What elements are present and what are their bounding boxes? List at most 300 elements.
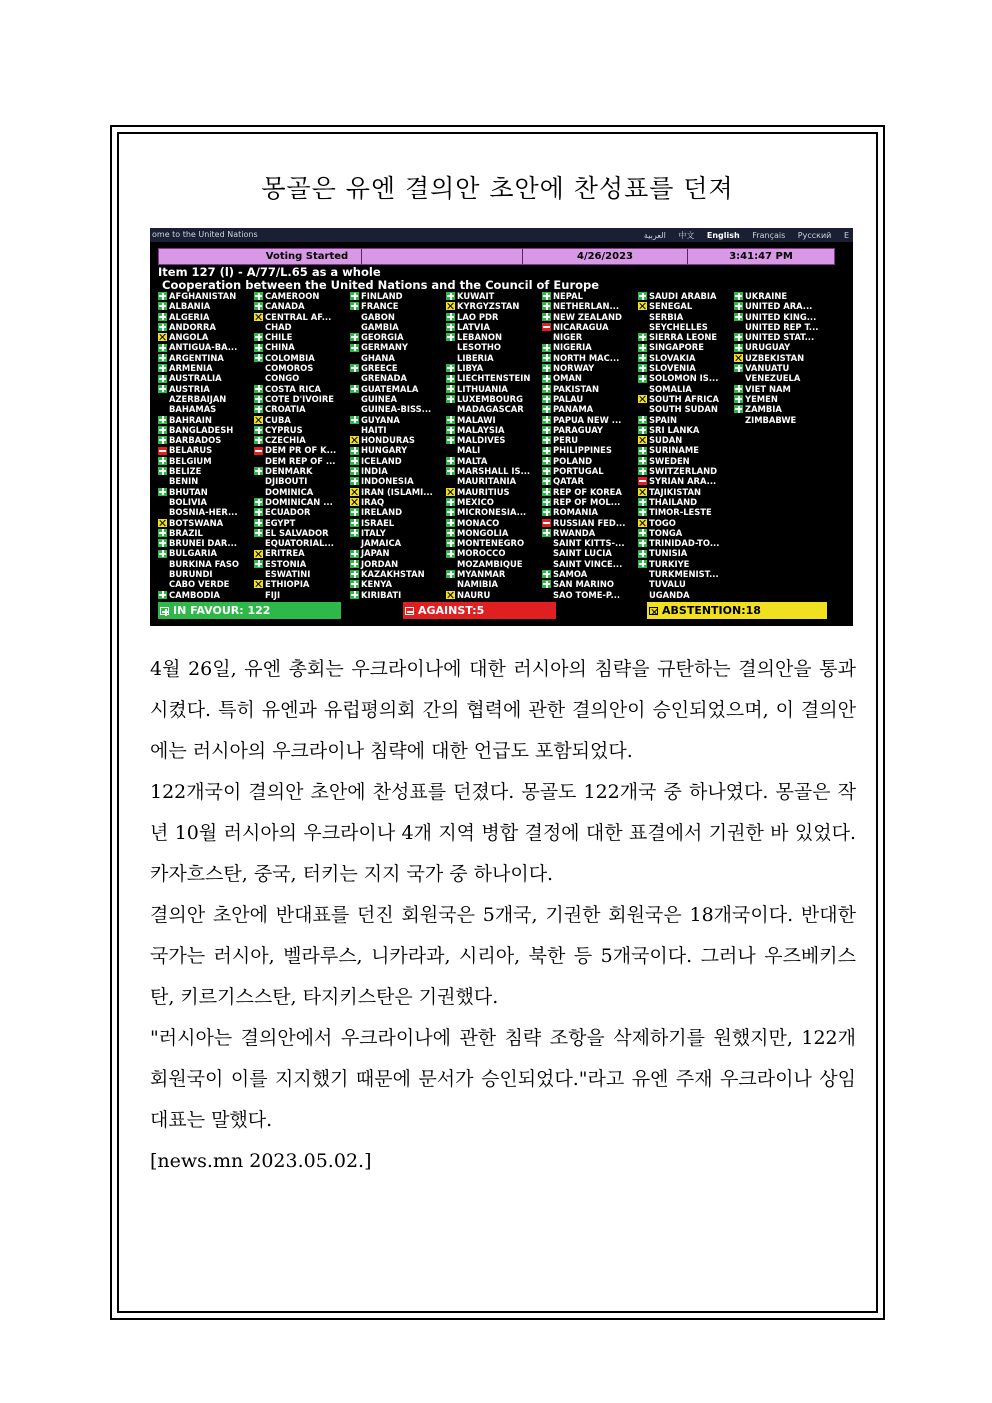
country-vote-row — [446, 353, 544, 363]
country-name: GUYANA — [361, 414, 400, 425]
country-name: NIGERIA — [553, 342, 592, 353]
country-name: SPAIN — [649, 414, 678, 425]
plus-icon — [638, 292, 647, 300]
country-vote-row — [542, 342, 640, 352]
cross-icon — [254, 580, 263, 588]
country-name: CHAD — [265, 321, 292, 332]
country-vote-row — [158, 373, 256, 383]
country-name: CABO VERDE — [169, 579, 230, 590]
plus-icon — [446, 375, 455, 383]
country-vote-row — [446, 507, 544, 517]
country-vote-row — [254, 291, 352, 301]
country-name: ALGERIA — [169, 311, 210, 322]
country-vote-row — [446, 301, 544, 311]
country-name: COSTA RICA — [265, 383, 321, 394]
country-vote-row — [254, 312, 352, 322]
plus-icon — [734, 344, 743, 352]
plus-icon — [542, 416, 551, 424]
country-vote-row — [542, 363, 640, 373]
minus-icon — [542, 323, 551, 331]
country-vote-row — [254, 322, 352, 332]
country-vote-row — [158, 404, 256, 414]
plus-icon — [638, 529, 647, 537]
country-vote-row — [542, 415, 640, 425]
plus-icon — [446, 292, 455, 300]
country-vote-row — [542, 497, 640, 507]
plus-icon — [350, 416, 359, 424]
country-name: TUNISIA — [649, 548, 688, 559]
country-name: SINGAPORE — [649, 342, 704, 353]
country-name: CAMBODIA — [169, 589, 221, 600]
cross-icon — [350, 436, 359, 444]
country-name: SLOVAKIA — [649, 352, 696, 363]
country-vote-row — [158, 456, 256, 466]
paragraph: 4월 26일, 유엔 총회는 우크라이나에 대한 러시아의 침략을 규탄하는 결의안을 통과시켰다. 특히 유엔과 유럽평의회 간의 협력에 관한 결의안이 승인되었으며, 이 결의안에는 러시아의 우크라이나 침략에 대한 언급도 포함되었다. — [150, 658, 856, 762]
country-vote-row — [734, 415, 832, 425]
country-vote-row — [638, 559, 736, 569]
country-vote-row — [638, 466, 736, 476]
country-vote-row — [734, 342, 832, 352]
plus-icon — [734, 364, 743, 372]
country-vote-row — [158, 353, 256, 363]
country-vote-row — [446, 342, 544, 352]
country-vote-row — [254, 487, 352, 497]
cross-icon — [638, 488, 647, 496]
country-name: ARGENTINA — [169, 352, 224, 363]
country-vote-row — [638, 476, 736, 486]
plus-icon — [158, 591, 167, 599]
country-name: FIJI — [265, 589, 281, 600]
plus-icon — [446, 467, 455, 475]
plus-icon — [542, 529, 551, 537]
paragraph: "러시아는 결의안에서 우크라이나에 관한 침략 조항을 삭제하기를 원했지만, 122개 회원국이 이를 지지했기 때문에 문서가 승인되었다."라고 유엔 주재 우크라이나 상임 대표는 말했다. — [150, 1027, 856, 1131]
country-name: SAINT KITTS-... — [553, 538, 625, 549]
country-name: GAMBIA — [361, 321, 399, 332]
country-vote-row — [638, 518, 736, 528]
country-name: ALBANIA — [169, 301, 211, 312]
country-vote-row — [638, 404, 736, 414]
country-vote-row — [158, 497, 256, 507]
country-vote-row — [542, 353, 640, 363]
plus-icon — [542, 395, 551, 403]
country-name: KUWAIT — [457, 291, 495, 301]
country-vote-row — [158, 301, 256, 311]
blank-marker — [350, 405, 359, 413]
plus-icon — [542, 467, 551, 475]
country-name: TIMOR-LESTE — [649, 507, 712, 518]
country-vote-row — [638, 538, 736, 548]
plus-icon — [350, 508, 359, 516]
country-name: LESOTHO — [457, 342, 502, 353]
country-vote-row — [638, 528, 736, 538]
country-name: SENEGAL — [649, 301, 693, 312]
country-vote-row — [446, 497, 544, 507]
cross-icon — [350, 488, 359, 496]
country-name: TONGA — [649, 527, 683, 538]
blank-marker — [350, 354, 359, 362]
plus-icon — [158, 364, 167, 372]
plus-icon — [734, 405, 743, 413]
country-name: BOSNIA-HER... — [169, 507, 238, 518]
country-vote-row — [542, 507, 640, 517]
country-vote-row — [254, 476, 352, 486]
country-name: DJIBOUTI — [265, 476, 308, 487]
country-name: DOMINICAN ... — [265, 496, 333, 507]
vote-column — [350, 291, 448, 600]
voting-status: Voting Started — [265, 251, 349, 262]
country-vote-row — [254, 538, 352, 548]
plus-icon — [542, 447, 551, 455]
country-name: GERMANY — [361, 342, 408, 353]
country-name: FRANCE — [361, 301, 399, 312]
country-vote-row — [350, 466, 448, 476]
plus-icon — [350, 457, 359, 465]
plus-icon — [350, 292, 359, 300]
plus-icon — [542, 580, 551, 588]
country-name: ROMANIA — [553, 507, 598, 518]
country-name: MALAYSIA — [457, 424, 505, 435]
country-name: NEPAL — [553, 291, 583, 301]
country-vote-row — [734, 353, 832, 363]
country-vote-row — [542, 456, 640, 466]
country-vote-row — [158, 579, 256, 589]
country-vote-row — [158, 476, 256, 486]
plus-icon — [446, 385, 455, 393]
blank-marker — [254, 457, 263, 465]
country-vote-row — [542, 373, 640, 383]
country-vote-row — [542, 528, 640, 538]
country-vote-row — [542, 445, 640, 455]
plus-icon — [542, 302, 551, 310]
plus-icon — [542, 436, 551, 444]
country-vote-row — [350, 528, 448, 538]
country-vote-row — [158, 487, 256, 497]
country-vote-row — [446, 404, 544, 414]
country-name: MALAWI — [457, 414, 496, 425]
agenda-item: Item 127 (l) - A/77/L.65 as a whole — [158, 265, 381, 279]
country-name: HUNGARY — [361, 445, 408, 456]
country-name: RWANDA — [553, 527, 596, 538]
country-vote-row — [638, 291, 736, 301]
plus-icon — [446, 426, 455, 434]
country-name: CHILE — [265, 332, 293, 343]
minus-icon — [405, 607, 414, 615]
blank-marker — [158, 508, 167, 516]
plus-icon — [446, 364, 455, 372]
country-name: PAPUA NEW ... — [553, 414, 622, 425]
country-name: ICELAND — [361, 455, 402, 466]
country-vote-row — [254, 342, 352, 352]
country-name: EL SALVADOR — [265, 527, 329, 538]
country-vote-row — [350, 394, 448, 404]
plus-icon — [350, 364, 359, 372]
country-name: GUATEMALA — [361, 383, 419, 394]
country-name: SAO TOME-P... — [553, 589, 621, 600]
country-name: COLOMBIA — [265, 352, 315, 363]
board-status-bar — [158, 248, 835, 265]
plus-icon — [350, 333, 359, 341]
plus-icon — [254, 508, 263, 516]
country-name: ANGOLA — [169, 332, 209, 343]
country-name: BAHRAIN — [169, 414, 212, 425]
plus-icon — [446, 498, 455, 506]
language-russian: Русский — [797, 231, 832, 240]
blank-marker — [254, 364, 263, 372]
country-name: BURUNDI — [169, 569, 213, 580]
blank-marker — [446, 477, 455, 485]
minus-icon — [638, 477, 647, 485]
plus-icon — [638, 344, 647, 352]
minus-icon — [254, 447, 263, 455]
country-vote-row — [446, 569, 544, 579]
country-vote-row — [350, 435, 448, 445]
country-name: MAURITIUS — [457, 486, 510, 497]
country-name: JAPAN — [361, 548, 390, 559]
country-name: GUINEA-BISS... — [361, 404, 432, 415]
country-vote-row — [254, 404, 352, 414]
country-vote-row — [638, 332, 736, 342]
country-name: UNITED STAT... — [745, 332, 815, 343]
country-vote-row — [158, 332, 256, 342]
plus-icon — [254, 333, 263, 341]
plus-icon — [638, 508, 647, 516]
plus-icon — [254, 426, 263, 434]
plus-icon — [158, 550, 167, 558]
country-name: SOLOMON IS... — [649, 373, 719, 384]
tally-abstention — [647, 602, 827, 619]
country-vote-row — [254, 301, 352, 311]
country-name: PERU — [553, 435, 579, 446]
board-topbar-welcome: ome to the United Nations — [152, 230, 258, 239]
country-vote-row — [446, 548, 544, 558]
country-name: IRAQ — [361, 496, 385, 507]
blank-marker — [638, 323, 647, 331]
country-name: COMOROS — [265, 363, 314, 374]
blank-marker — [254, 375, 263, 383]
country-vote-row — [254, 456, 352, 466]
plus-icon — [350, 529, 359, 537]
country-name: SOUTH AFRICA — [649, 393, 719, 404]
country-vote-row — [350, 373, 448, 383]
country-vote-row — [254, 415, 352, 425]
blank-marker — [350, 313, 359, 321]
country-vote-row — [734, 291, 832, 301]
plus-icon — [638, 457, 647, 465]
country-name: MYANMAR — [457, 569, 506, 580]
country-name: NEW ZEALAND — [553, 311, 622, 322]
country-vote-row — [158, 312, 256, 322]
country-name: BANGLADESH — [169, 424, 234, 435]
blank-marker — [350, 539, 359, 547]
plus-icon — [638, 560, 647, 568]
country-vote-row — [446, 425, 544, 435]
country-name: NIGER — [553, 332, 583, 343]
plus-icon — [158, 292, 167, 300]
country-vote-row — [638, 435, 736, 445]
country-vote-row — [254, 394, 352, 404]
agenda-subject: Cooperation between the United Nations and the Council of Europe — [162, 278, 600, 292]
country-name: CROATIA — [265, 404, 306, 415]
cross-icon — [446, 302, 455, 310]
plus-icon — [542, 375, 551, 383]
country-vote-row — [350, 497, 448, 507]
country-name: MALI — [457, 445, 481, 456]
country-vote-row — [158, 394, 256, 404]
country-vote-row — [254, 528, 352, 538]
cross-icon — [638, 519, 647, 527]
country-vote-row — [158, 342, 256, 352]
plus-icon — [734, 292, 743, 300]
country-vote-row — [446, 373, 544, 383]
country-vote-row — [638, 363, 736, 373]
board-language-list — [634, 230, 849, 241]
country-vote-row — [350, 548, 448, 558]
blank-marker — [254, 570, 263, 578]
country-vote-row — [254, 373, 352, 383]
cross-icon — [638, 395, 647, 403]
country-name: GRENADA — [361, 373, 407, 384]
country-vote-row — [350, 476, 448, 486]
plus-icon — [160, 607, 169, 615]
country-name: COTE D'IVOIRE — [265, 393, 334, 404]
country-name: BURKINA FASO — [169, 558, 240, 569]
country-vote-row — [350, 342, 448, 352]
voting-board-image — [150, 228, 853, 626]
country-vote-row — [446, 538, 544, 548]
country-name: BELARUS — [169, 445, 213, 456]
country-vote-row — [734, 301, 832, 311]
blank-marker — [734, 375, 743, 383]
country-vote-row — [254, 363, 352, 373]
country-name: LEBANON — [457, 332, 503, 343]
country-name: SAN MARINO — [553, 579, 614, 590]
country-name: MOZAMBIQUE — [457, 558, 523, 569]
blank-marker — [158, 477, 167, 485]
country-name: TOGO — [649, 517, 676, 528]
country-name: CAMEROON — [265, 291, 320, 301]
country-vote-row — [638, 322, 736, 332]
country-name: AUSTRALIA — [169, 373, 222, 384]
cross-icon — [254, 550, 263, 558]
country-vote-row — [638, 548, 736, 558]
cross-icon — [350, 498, 359, 506]
page-frame-inner — [117, 132, 878, 1313]
country-name: BRUNEI DAR... — [169, 538, 237, 549]
status-divider — [361, 249, 362, 264]
country-vote-row — [638, 579, 736, 589]
country-vote-row — [542, 487, 640, 497]
country-vote-row — [350, 579, 448, 589]
country-vote-row — [446, 363, 544, 373]
country-name: MALTA — [457, 455, 488, 466]
country-name: VIET NAM — [745, 383, 791, 394]
country-name: YEMEN — [745, 393, 778, 404]
tally-abstention-label: ABSTENTION:18 — [662, 604, 761, 617]
country-name: MEXICO — [457, 496, 494, 507]
blank-marker — [638, 591, 647, 599]
country-vote-row — [446, 476, 544, 486]
country-name: KYRGYZSTAN — [457, 301, 520, 312]
cross-icon — [446, 488, 455, 496]
country-vote-row — [446, 415, 544, 425]
country-vote-row — [638, 301, 736, 311]
country-name: SYRIAN ARA... — [649, 476, 717, 487]
country-vote-row — [542, 559, 640, 569]
country-name: LIBERIA — [457, 352, 494, 363]
country-name: NORTH MAC... — [553, 352, 620, 363]
country-name: CUBA — [265, 414, 291, 425]
plus-icon — [638, 375, 647, 383]
plus-icon — [254, 405, 263, 413]
plus-icon — [734, 333, 743, 341]
country-name: KAZAKHSTAN — [361, 569, 425, 580]
country-vote-row — [350, 590, 448, 600]
plus-icon — [350, 519, 359, 527]
country-name: LUXEMBOURG — [457, 393, 523, 404]
country-vote-row — [638, 497, 736, 507]
cross-icon — [638, 302, 647, 310]
plus-icon — [158, 467, 167, 475]
country-vote-row — [446, 579, 544, 589]
plus-icon — [542, 405, 551, 413]
blank-marker — [542, 591, 551, 599]
plus-icon — [638, 447, 647, 455]
country-vote-row — [638, 590, 736, 600]
country-vote-row — [350, 507, 448, 517]
blank-marker — [350, 375, 359, 383]
country-name: PAKISTAN — [553, 383, 600, 394]
country-name: BAHAMAS — [169, 404, 217, 415]
country-name: EQUATORIAL... — [265, 538, 334, 549]
tally-against — [403, 602, 556, 619]
country-vote-row — [158, 363, 256, 373]
country-vote-row — [542, 590, 640, 600]
country-vote-row — [638, 312, 736, 322]
country-name: UNITED REP T... — [745, 321, 819, 332]
country-vote-row — [350, 301, 448, 311]
country-name: AZERBAIJAN — [169, 393, 227, 404]
blank-marker — [734, 323, 743, 331]
country-vote-row — [158, 548, 256, 558]
language-chinese: 中文 — [678, 231, 695, 240]
plus-icon — [446, 529, 455, 537]
country-name: DEM PR OF K... — [265, 445, 337, 456]
country-vote-row — [638, 353, 736, 363]
vote-column — [446, 291, 544, 600]
country-name: GABON — [361, 311, 395, 322]
country-name: ESWATINI — [265, 569, 311, 580]
vote-column — [158, 291, 256, 600]
plus-icon — [350, 560, 359, 568]
country-name: SOMALIA — [649, 383, 692, 394]
plus-icon — [254, 395, 263, 403]
article-title: 몽골은 유엔 결의안 초안에 찬성표를 던져 — [261, 174, 734, 203]
country-name: HAITI — [361, 424, 387, 435]
plus-icon — [542, 292, 551, 300]
plus-icon — [350, 591, 359, 599]
country-name: BOLIVIA — [169, 496, 208, 507]
country-vote-row — [638, 507, 736, 517]
country-name: AUSTRIA — [169, 383, 210, 394]
plus-icon — [542, 364, 551, 372]
country-vote-row — [638, 445, 736, 455]
country-vote-row — [350, 353, 448, 363]
country-vote-row — [734, 373, 832, 383]
plus-icon — [446, 570, 455, 578]
country-vote-row — [350, 487, 448, 497]
blank-marker — [350, 395, 359, 403]
country-name: TAJIKISTAN — [649, 486, 701, 497]
